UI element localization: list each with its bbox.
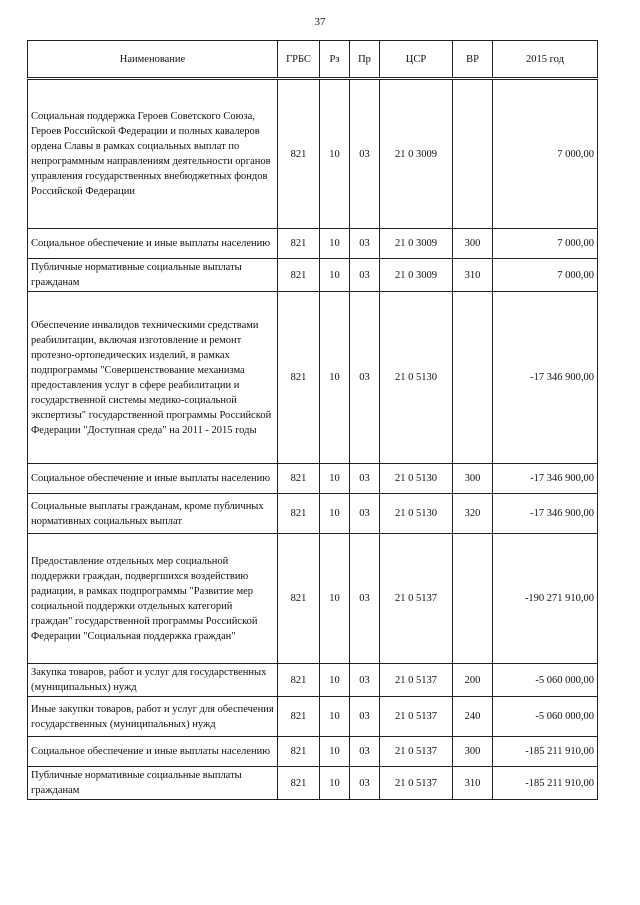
cell-grbs: 821 xyxy=(278,664,320,697)
cell-name: Закупка товаров, работ и услуг для государственных (муниципальных) нужд xyxy=(28,664,278,697)
cell-amount: -185 211 910,00 xyxy=(493,737,598,767)
cell-amount: 7 000,00 xyxy=(493,229,598,259)
cell-pr: 03 xyxy=(350,229,380,259)
cell-csr: 21 0 3009 xyxy=(380,259,453,292)
cell-vr: 300 xyxy=(453,737,493,767)
table-row xyxy=(28,292,598,464)
cell-rz: 10 xyxy=(320,697,350,737)
table-row xyxy=(28,259,598,292)
cell-grbs: 821 xyxy=(278,697,320,737)
cell-rz: 10 xyxy=(320,79,350,229)
cell-vr: 240 xyxy=(453,697,493,737)
cell-vr xyxy=(453,534,493,664)
cell-rz: 10 xyxy=(320,767,350,800)
cell-csr: 21 0 5137 xyxy=(380,534,453,664)
cell-rz: 10 xyxy=(320,737,350,767)
table-row xyxy=(28,664,598,697)
cell-amount: -17 346 900,00 xyxy=(493,292,598,464)
cell-rz: 10 xyxy=(320,494,350,534)
cell-vr: 300 xyxy=(453,464,493,494)
cell-pr: 03 xyxy=(350,664,380,697)
cell-rz: 10 xyxy=(320,534,350,664)
cell-name: Социальное обеспечение и иные выплаты населению xyxy=(28,737,278,767)
cell-grbs: 821 xyxy=(278,534,320,664)
cell-amount: -5 060 000,00 xyxy=(493,697,598,737)
cell-amount: -190 271 910,00 xyxy=(493,534,598,664)
cell-pr: 03 xyxy=(350,464,380,494)
cell-vr: 310 xyxy=(453,259,493,292)
cell-rz: 10 xyxy=(320,292,350,464)
cell-vr xyxy=(453,79,493,229)
cell-csr: 21 0 5137 xyxy=(380,737,453,767)
cell-name: Публичные нормативные социальные выплаты гражданам xyxy=(28,259,278,292)
header-vr: ВР xyxy=(453,41,493,79)
cell-rz: 10 xyxy=(320,464,350,494)
cell-grbs: 821 xyxy=(278,292,320,464)
cell-pr: 03 xyxy=(350,737,380,767)
cell-csr: 21 0 5137 xyxy=(380,664,453,697)
table-row xyxy=(28,737,598,767)
cell-name: Публичные нормативные социальные выплаты гражданам xyxy=(28,767,278,800)
cell-vr: 310 xyxy=(453,767,493,800)
cell-amount: -5 060 000,00 xyxy=(493,664,598,697)
cell-amount: -17 346 900,00 xyxy=(493,494,598,534)
table-row xyxy=(28,229,598,259)
cell-amount: 7 000,00 xyxy=(493,79,598,229)
cell-pr: 03 xyxy=(350,534,380,664)
table-row xyxy=(28,494,598,534)
table-row xyxy=(28,79,598,229)
cell-name: Социальное обеспечение и иные выплаты населению xyxy=(28,229,278,259)
cell-rz: 10 xyxy=(320,664,350,697)
cell-grbs: 821 xyxy=(278,229,320,259)
cell-rz: 10 xyxy=(320,259,350,292)
cell-csr: 21 0 5130 xyxy=(380,494,453,534)
table-row xyxy=(28,767,598,800)
table-row xyxy=(28,534,598,664)
cell-name: Обеспечение инвалидов техническими средствами реабилитации, включая изготовление и ремонт протезно-ортопедических изделий, в рамках подпрограммы "Совершенствование механизма предоставления услуг в сфере реабилитации и государственной системы медико-социальной экспертизы" государственной программы Российской Федерации "Доступная среда" на 2011 - 2015 годы xyxy=(28,292,278,464)
cell-csr: 21 0 3009 xyxy=(380,229,453,259)
cell-pr: 03 xyxy=(350,79,380,229)
table-row xyxy=(28,697,598,737)
table-body xyxy=(28,79,598,800)
cell-csr: 21 0 5137 xyxy=(380,697,453,737)
cell-grbs: 821 xyxy=(278,79,320,229)
cell-name: Социальное обеспечение и иные выплаты населению xyxy=(28,464,278,494)
cell-name: Социальная поддержка Героев Советского Союза, Героев Российской Федерации и полных кавалеров ордена Славы в рамках социальных выплат по непрограммным направлениям деятельности органов управления государственных внебюджетных фондов Российской Федерации xyxy=(28,79,278,229)
cell-grbs: 821 xyxy=(278,767,320,800)
cell-amount: -17 346 900,00 xyxy=(493,464,598,494)
cell-rz: 10 xyxy=(320,229,350,259)
cell-grbs: 821 xyxy=(278,737,320,767)
cell-vr xyxy=(453,292,493,464)
cell-vr: 300 xyxy=(453,229,493,259)
header-grbs: ГРБС xyxy=(278,41,320,79)
cell-grbs: 821 xyxy=(278,494,320,534)
cell-pr: 03 xyxy=(350,767,380,800)
header-year: 2015 год xyxy=(493,41,598,79)
cell-name: Социальные выплаты гражданам, кроме публичных нормативных социальных выплат xyxy=(28,494,278,534)
cell-pr: 03 xyxy=(350,292,380,464)
header-name: Наименование xyxy=(28,41,278,79)
cell-grbs: 821 xyxy=(278,259,320,292)
cell-csr: 21 0 5130 xyxy=(380,292,453,464)
table-header-row xyxy=(28,41,598,79)
cell-csr: 21 0 3009 xyxy=(380,79,453,229)
cell-vr: 200 xyxy=(453,664,493,697)
cell-pr: 03 xyxy=(350,259,380,292)
header-rz: Рз xyxy=(320,41,350,79)
cell-csr: 21 0 5130 xyxy=(380,464,453,494)
cell-amount: 7 000,00 xyxy=(493,259,598,292)
header-csr: ЦСР xyxy=(380,41,453,79)
cell-pr: 03 xyxy=(350,697,380,737)
table-row xyxy=(28,464,598,494)
cell-vr: 320 xyxy=(453,494,493,534)
cell-csr: 21 0 5137 xyxy=(380,767,453,800)
cell-pr: 03 xyxy=(350,494,380,534)
header-pr: Пр xyxy=(350,41,380,79)
cell-grbs: 821 xyxy=(278,464,320,494)
cell-name: Иные закупки товаров, работ и услуг для обеспечения государственных (муниципальных) нужд xyxy=(28,697,278,737)
budget-table xyxy=(27,40,598,800)
cell-amount: -185 211 910,00 xyxy=(493,767,598,800)
cell-name: Предоставление отдельных мер социальной поддержки граждан, подвергшихся воздействию радиации, в рамках подпрограммы "Развитие мер социальной поддержки отдельных категорий граждан" государственной программы Российской Федерации "Социальная поддержка граждан" xyxy=(28,534,278,664)
page-number: 37 xyxy=(314,16,326,28)
